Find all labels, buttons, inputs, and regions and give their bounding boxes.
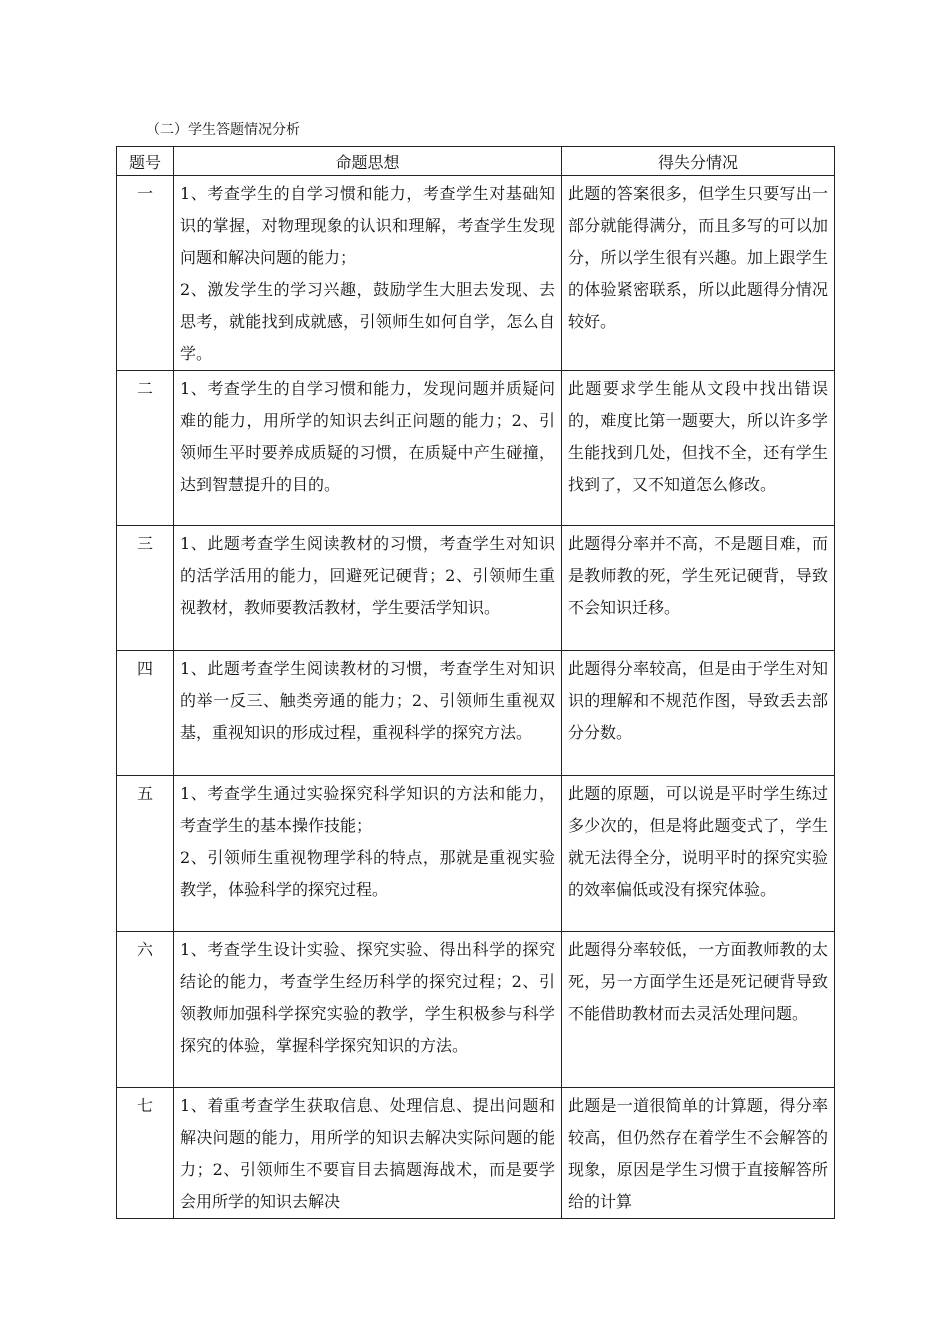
design-idea: 1、考查学生的自学习惯和能力，发现问题并质疑问难的能力，用所学的知识去纠正问题的能力；2、引领师生平时要养成质疑的习惯，在质疑中产生碰撞，达到智慧提升的目的。: [174, 371, 562, 526]
design-idea: 1、此题考查学生阅读教材的习惯，考查学生对知识的活学活用的能力，回避死记硬背；2、引领师生重视教材，教师要教活教材，学生要活学知识。: [174, 526, 562, 651]
design-idea: 1、此题考查学生阅读教材的习惯，考查学生对知识的举一反三、触类旁通的能力；2、引领师生重视双基，重视知识的形成过程，重视科学的探究方法。: [174, 651, 562, 776]
table-row: [117, 651, 835, 776]
question-number: 一: [117, 176, 174, 371]
question-number: 五: [117, 776, 174, 932]
score-situation: 此题的原题，可以说是平时学生练过多少次的，但是将此题变式了，学生就无法得全分，说明平时的探究实验的效率偏低或没有探究体验。: [562, 776, 835, 932]
question-number: 七: [117, 1088, 174, 1219]
score-situation: 此题得分率较低，一方面教师教的太死，另一方面学生还是死记硬背导致不能借助教材而去灵活处理问题。: [562, 932, 835, 1088]
question-number: 二: [117, 371, 174, 526]
analysis-table: [116, 146, 835, 1219]
design-idea: 1、考查学生的自学习惯和能力，考查学生对基础知识的掌握，对物理现象的认识和理解，考查学生发现问题和解决问题的能力； 2、激发学生的学习兴趣，鼓励学生大胆去发现、去思考，就能找到成就感，引领师生如何自学，怎么自学。: [174, 176, 562, 371]
table-row: [117, 176, 835, 371]
table-row: [117, 932, 835, 1088]
table-row: [117, 776, 835, 932]
score-situation: 此题得分率并不高，不是题目难，而是教师教的死，学生死记硬背，导致不会知识迁移。: [562, 526, 835, 651]
score-situation: 此题要求学生能从文段中找出错误的，难度比第一题要大，所以许多学生能找到几处，但找不全，还有学生找到了，又不知道怎么修改。: [562, 371, 835, 526]
question-number: 三: [117, 526, 174, 651]
section-title: （二）学生答题情况分析: [146, 122, 300, 138]
question-number: 六: [117, 932, 174, 1088]
score-situation: 此题的答案很多，但学生只要写出一部分就能得满分，而且多写的可以加分，所以学生很有兴趣。加上跟学生的体验紧密联系，所以此题得分情况较好。: [562, 176, 835, 371]
design-idea: 1、考查学生通过实验探究科学知识的方法和能力，考查学生的基本操作技能； 2、引领师生重视物理学科的特点，那就是重视实验教学，体验科学的探究过程。: [174, 776, 562, 932]
table-row: [117, 1088, 835, 1219]
table-row: [117, 526, 835, 651]
header-score-situation: 得失分情况: [562, 147, 835, 176]
table-header-row: [117, 147, 835, 176]
design-idea: 1、考查学生设计实验、探究实验、得出科学的探究结论的能力，考查学生经历科学的探究过程；2、引领教师加强科学探究实验的教学，学生积极参与科学探究的体验，掌握科学探究知识的方法。: [174, 932, 562, 1088]
question-number: 四: [117, 651, 174, 776]
header-question-number: 题号: [117, 147, 174, 176]
header-design-idea: 命题思想: [174, 147, 562, 176]
design-idea: 1、着重考查学生获取信息、处理信息、提出问题和解决问题的能力，用所学的知识去解决实际问题的能力；2、引领师生不要盲目去搞题海战术，而是要学会用所学的知识去解决: [174, 1088, 562, 1219]
score-situation: 此题是一道很简单的计算题，得分率较高，但仍然存在着学生不会解答的现象，原因是学生习惯于直接解答所给的计算: [562, 1088, 835, 1219]
table-row: [117, 371, 835, 526]
score-situation: 此题得分率较高，但是由于学生对知识的理解和不规范作图，导致丢去部分分数。: [562, 651, 835, 776]
